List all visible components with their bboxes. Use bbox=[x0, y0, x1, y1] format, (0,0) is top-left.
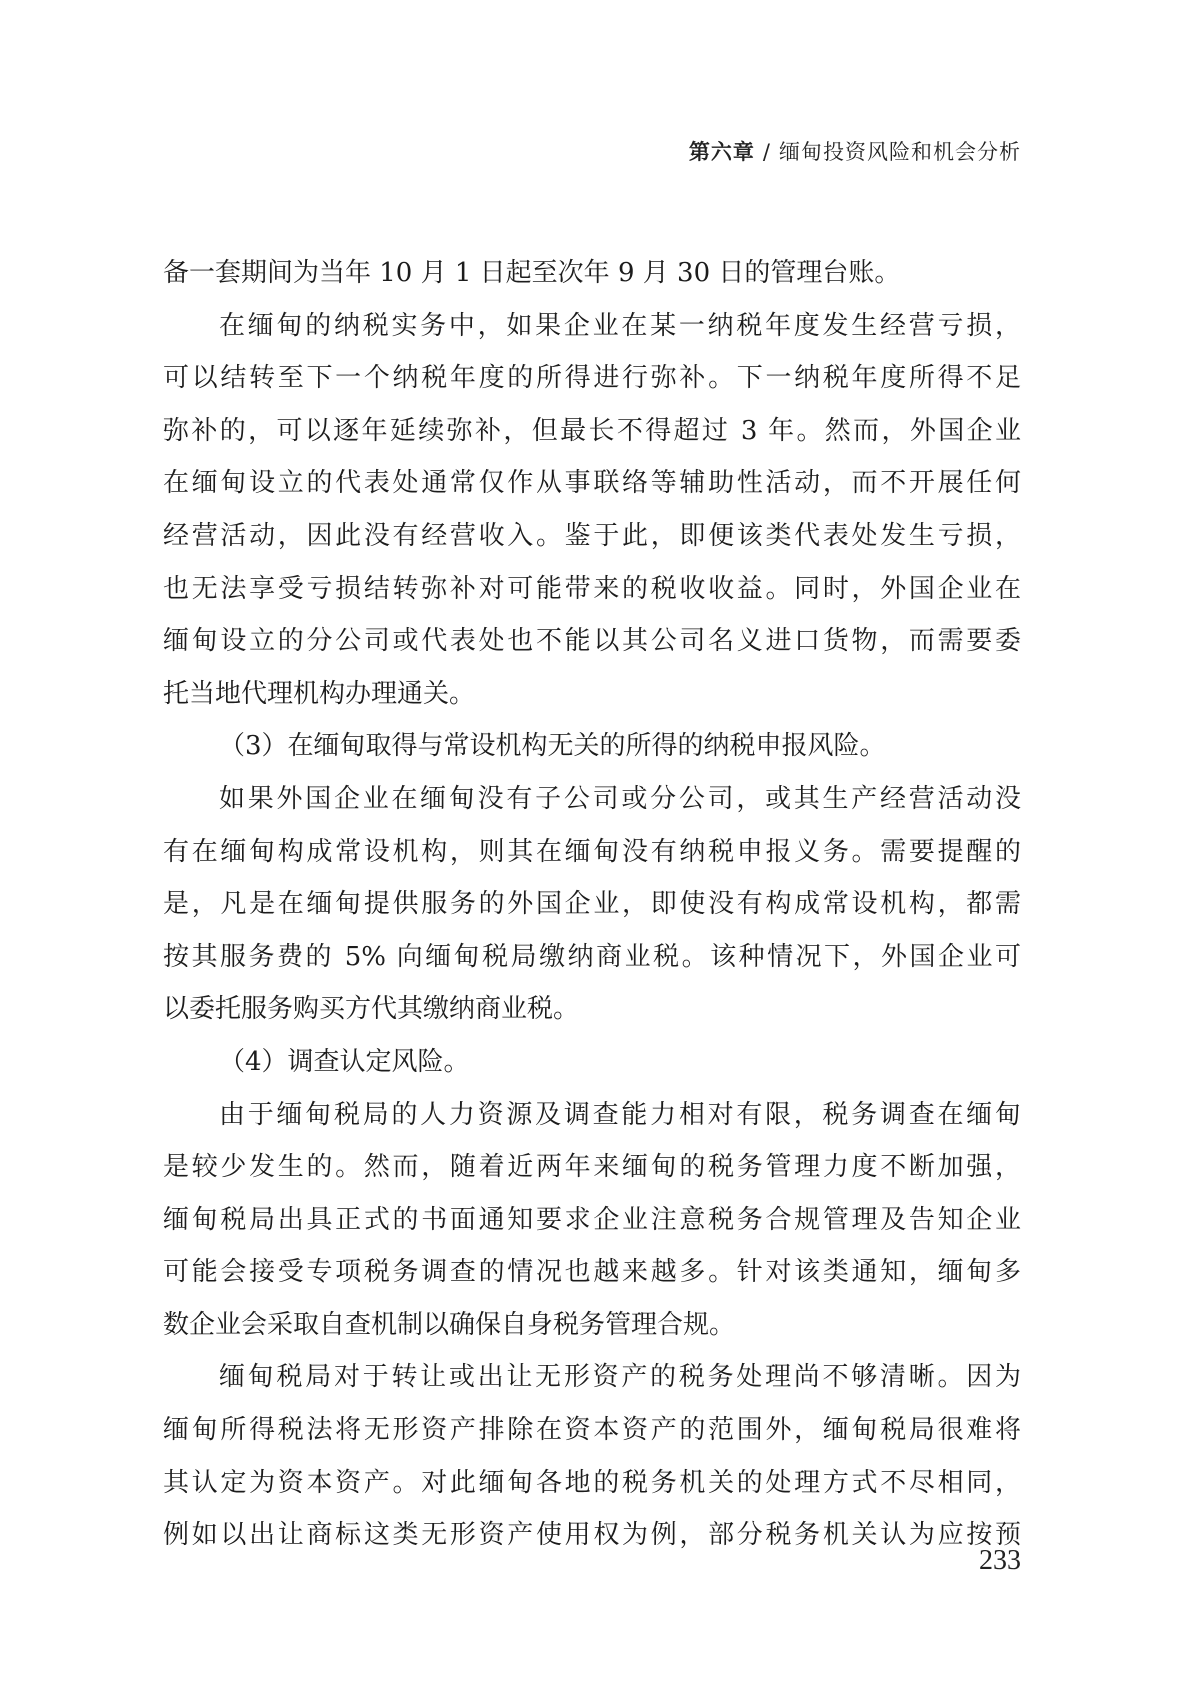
body-text bbox=[163, 247, 1021, 1562]
text-line: 缅甸税局对于转让或出让无形资产的税务处理尚不够清晰。因为 bbox=[219, 1362, 1021, 1393]
text-line: 弥补的，可以逐年延续弥补，但最长不得超过 3 年。然而，外国企业 bbox=[163, 415, 1021, 446]
page-number: 233 bbox=[979, 1545, 1021, 1576]
text-line: 缅甸所得税法将无形资产排除在资本资产的范围外，缅甸税局很难将 bbox=[163, 1415, 1021, 1446]
text-line: 有在缅甸构成常设机构，则其在缅甸没有纳税申报义务。需要提醒的 bbox=[163, 836, 1021, 867]
text-line: 其认定为资本资产。对此缅甸各地的税务机关的处理方式不尽相同， bbox=[163, 1467, 1021, 1498]
chapter-label: 第六章 bbox=[688, 140, 755, 164]
text-line: 经营活动，因此没有经营收入。鉴于此，即便该类代表处发生亏损， bbox=[163, 520, 1021, 551]
text-line: 以委托服务购买方代其缴纳商业税。 bbox=[163, 994, 580, 1025]
text-line: 是，凡是在缅甸提供服务的外国企业，即使没有构成常设机构，都需 bbox=[163, 889, 1021, 920]
text-line: 缅甸设立的分公司或代表处也不能以其公司名义进口货物，而需要委 bbox=[163, 626, 1021, 657]
text-line: 按其服务费的 5% 向缅甸税局缴纳商业税。该种情况下，外国企业可 bbox=[163, 941, 1021, 972]
text-line: 缅甸税局出具正式的书面通知要求企业注意税务合规管理及告知企业 bbox=[163, 1204, 1021, 1235]
running-header bbox=[689, 136, 1021, 166]
text-line: 备一套期间为当年 10 月 1 日起至次年 9 月 30 日的管理台账。 bbox=[163, 258, 901, 288]
chapter-title: 缅甸投资风险和机会分析 bbox=[779, 140, 1021, 164]
text-line: 可能会接受专项税务调查的情况也越来越多。针对该类通知，缅甸多 bbox=[163, 1257, 1021, 1288]
text-line: 如果外国企业在缅甸没有子公司或分公司，或其生产经营活动没 bbox=[219, 783, 1021, 814]
text-line: 在缅甸的纳税实务中，如果企业在某一纳税年度发生经营亏损， bbox=[219, 310, 1021, 341]
section-heading: （4）调查认定风险。 bbox=[219, 1046, 470, 1077]
text-line: 是较少发生的。然而，随着近两年来缅甸的税务管理力度不断加强， bbox=[163, 1152, 1021, 1183]
text-line: 可以结转至下一个纳税年度的所得进行弥补。下一纳税年度所得不足 bbox=[163, 363, 1021, 394]
text-line: 由于缅甸税局的人力资源及调查能力相对有限，税务调查在缅甸 bbox=[219, 1099, 1021, 1130]
text-line: 在缅甸设立的代表处通常仅作从事联络等辅助性活动，而不开展任何 bbox=[163, 468, 1021, 499]
header-separator: / bbox=[762, 140, 771, 164]
section-heading: （3）在缅甸取得与常设机构无关的所得的纳税申报风险。 bbox=[219, 731, 886, 762]
text-line: 数企业会采取自查机制以确保自身税务管理合规。 bbox=[163, 1309, 736, 1340]
text-line: 托当地代理机构办理通关。 bbox=[163, 678, 476, 709]
text-line: 例如以出让商标这类无形资产使用权为例，部分税务机关认为应按预 bbox=[163, 1520, 1021, 1551]
text-line: 也无法享受亏损结转弥补对可能带来的税收收益。同时，外国企业在 bbox=[163, 573, 1021, 604]
